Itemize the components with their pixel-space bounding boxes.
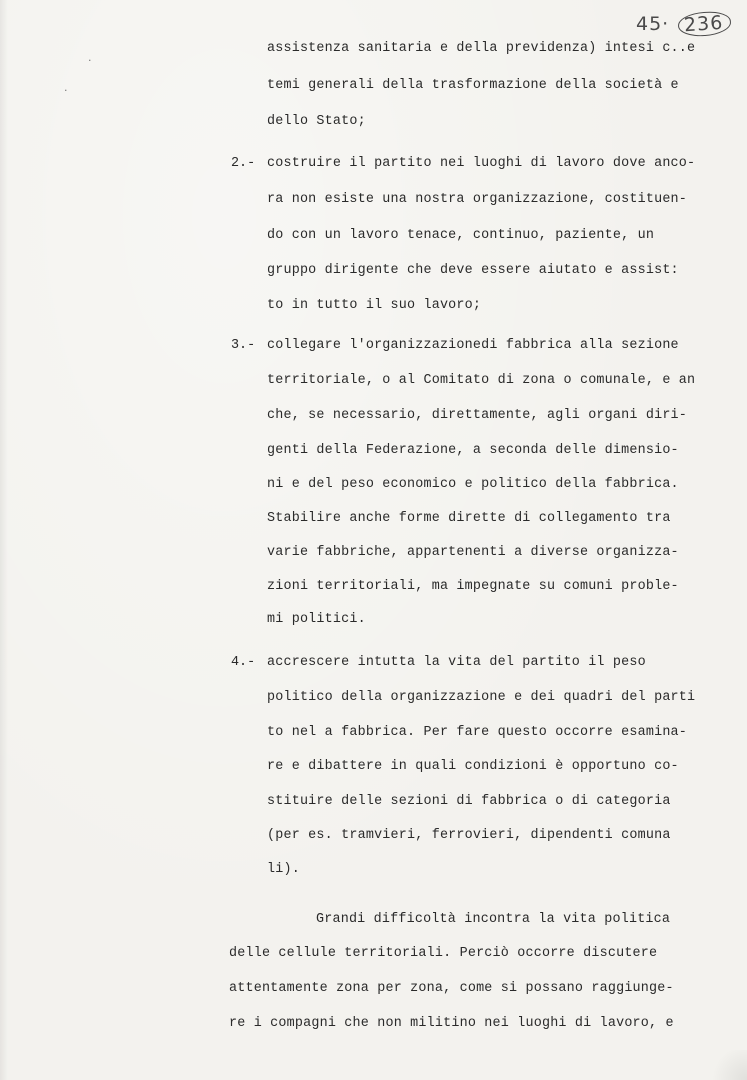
continuation-line-2: temi generali della trasformazione della società e xyxy=(267,78,679,93)
page-edge-shadow xyxy=(0,0,8,1080)
item-2-line-5: to in tutto il suo lavoro; xyxy=(267,298,482,313)
continuation-line-1: assistenza sanitaria e della previdenza) intesi c..e xyxy=(267,41,696,56)
item-2-line-4: gruppo dirigente che deve essere aiutato e assist: xyxy=(267,263,679,278)
item-2-line-2: ra non esiste una nostra organizzazione, costituen- xyxy=(267,192,688,207)
item-4-line-4: re e dibattere in quali condizioni è opportuno co- xyxy=(267,759,679,774)
item-4-line-5: stituire delle sezioni di fabbrica o di categoria xyxy=(267,794,671,809)
item-2-line-1: costruire il partito nei luoghi di lavoro dove anco- xyxy=(267,156,696,171)
item-3-line-9: mi politici. xyxy=(267,612,366,627)
item-3-line-7: varie fabbriche, appartenenti a diverse organizza- xyxy=(267,545,679,560)
margin-speck-2: · xyxy=(64,84,68,97)
paragraph-line-1: Grandi difficoltà incontra la vita politica xyxy=(316,912,671,927)
item-4-number: 4.- xyxy=(231,655,256,670)
paragraph-line-4: re i compagni che non militino nei luoghi di lavoro, e xyxy=(229,1016,674,1031)
margin-speck-1: · xyxy=(88,54,92,67)
item-3-line-1: collegare l'organizzazionedi fabbrica alla sezione xyxy=(267,338,679,353)
item-3-line-3: che, se necessario, direttamente, agli organi diri- xyxy=(267,408,688,423)
item-2-number: 2.- xyxy=(231,156,256,171)
item-4-line-1: accrescere intutta la vita del partito il peso xyxy=(267,655,646,670)
paragraph-line-2: delle cellule territoriali. Perciò occorre discutere xyxy=(229,946,658,961)
page-number-circled: 236 xyxy=(677,10,732,38)
page-corner-shadow xyxy=(707,1050,747,1080)
item-3-line-6: Stabilire anche forme dirette di collegamento tra xyxy=(267,511,671,526)
page-number-prefix: 45· xyxy=(636,13,670,35)
item-3-line-4: genti della Federazione, a seconda delle dimensio- xyxy=(267,443,679,458)
item-3-number: 3.- xyxy=(231,338,256,353)
item-4-line-7: li). xyxy=(267,862,300,877)
item-2-line-3: do con un lavoro tenace, continuo, paziente, un xyxy=(267,228,655,243)
paragraph-line-3: attentamente zona per zona, come si possano raggiunge- xyxy=(229,981,674,996)
item-4-line-3: to nel a fabbrica. Per fare questo occorre esamina- xyxy=(267,725,688,740)
item-4-line-6: (per es. tramvieri, ferrovieri, dipendenti comuna xyxy=(267,828,671,843)
item-3-line-2: territoriale, o al Comitato di zona o comunale, e an xyxy=(267,373,696,388)
continuation-line-3: dello Stato; xyxy=(267,114,366,129)
page-number xyxy=(636,12,732,36)
item-4-line-2: politico della organizzazione e dei quadri del parti xyxy=(267,690,696,705)
item-3-line-5: ni e del peso economico e politico della fabbrica. xyxy=(267,477,679,492)
item-3-line-8: zioni territoriali, ma impegnate su comuni proble- xyxy=(267,579,679,594)
